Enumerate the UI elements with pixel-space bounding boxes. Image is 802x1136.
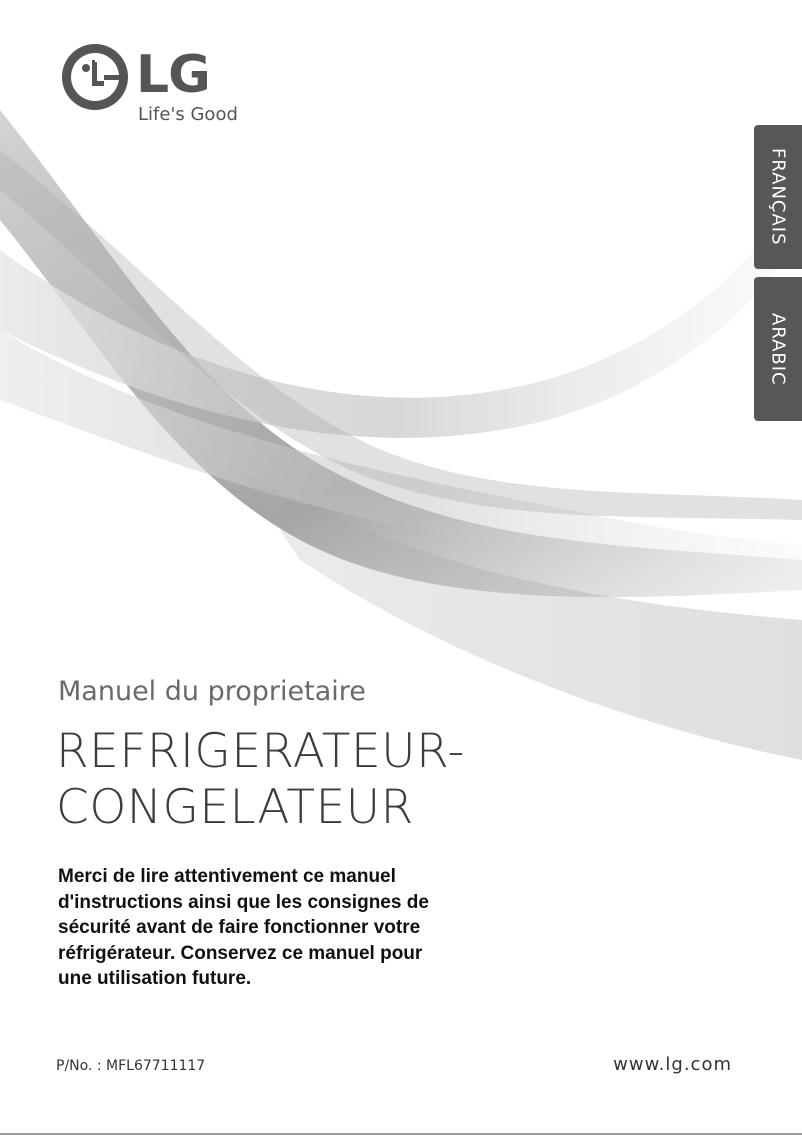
manual-subtitle: Manuel du proprietaire bbox=[58, 676, 366, 707]
website-link[interactable]: www.lg.com bbox=[613, 1054, 732, 1075]
lg-face-logo-icon bbox=[60, 42, 130, 112]
lg-logo bbox=[60, 42, 260, 132]
intro-paragraph: Merci de lire attentivement ce manuel d'instructions ainsi que les consignes de sécurité avant de faire fonctionner votre réfrigérateur. Conservez ce manuel pour une utilisation future. bbox=[58, 866, 429, 989]
language-tab-french[interactable] bbox=[754, 125, 802, 269]
brand-tagline: Life's Good bbox=[138, 104, 238, 125]
brand-wordmark: LG bbox=[136, 45, 210, 105]
language-tab-label: FRANÇAIS bbox=[767, 148, 789, 246]
language-tab-label: ARABIC bbox=[767, 312, 789, 386]
product-title-line: REFRIGERATEUR- bbox=[56, 724, 465, 779]
part-number: P/No. : MFL67711117 bbox=[56, 1058, 206, 1074]
product-title bbox=[56, 724, 465, 836]
bottom-divider bbox=[0, 1133, 802, 1135]
language-tab-arabic[interactable] bbox=[754, 277, 802, 421]
product-title-line: CONGELATEUR bbox=[56, 780, 414, 835]
